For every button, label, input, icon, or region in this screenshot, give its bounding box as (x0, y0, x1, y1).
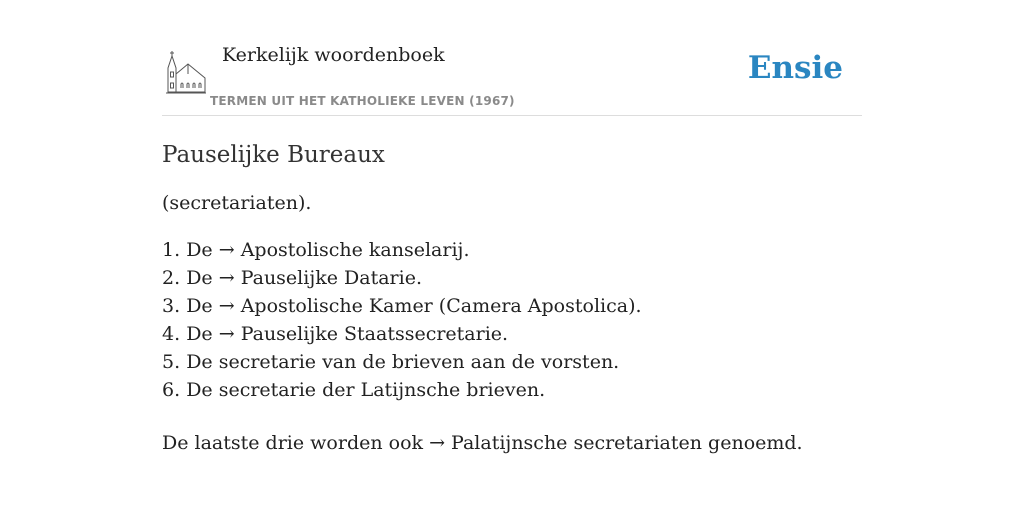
item-suffix: . (415, 267, 422, 289)
list-item (162, 264, 862, 292)
dictionary-title[interactable]: Kerkelijk woordenboek (222, 44, 445, 66)
arrow-icon: → (218, 323, 235, 345)
item-number: 2. (162, 267, 181, 289)
arrow-icon: → (218, 239, 235, 261)
list-item (162, 376, 862, 404)
link-apostolische-kamer[interactable]: Apostolische Kamer (240, 295, 433, 317)
ensie-logo-link[interactable]: Ensie (747, 50, 843, 86)
item-suffix: . (502, 323, 509, 345)
entry-note: (secretariaten). (162, 192, 312, 214)
item-prefix: De (186, 295, 213, 317)
list-item (162, 236, 862, 264)
church-icon[interactable] (165, 50, 207, 94)
item-text: De secretarie der Latijnsche brieven. (186, 379, 546, 401)
bureaux-list (162, 236, 862, 404)
page (162, 0, 862, 454)
item-number: 6. (162, 379, 181, 401)
link-pauselijke-staatssecretarie[interactable]: Pauselijke Staatssecretarie (240, 323, 503, 345)
list-item (162, 292, 862, 320)
link-apostolische-kanselarij[interactable]: Apostolische kanselarij (240, 239, 464, 261)
closing-before: De laatste drie worden ook (162, 432, 424, 454)
item-number: 1. (162, 239, 181, 261)
closing-after: genoemd. (708, 432, 803, 454)
item-number: 5. (162, 351, 181, 373)
list-item (162, 348, 862, 376)
entry-title: Pauselijke Bureaux (162, 142, 385, 168)
arrow-icon: → (429, 432, 445, 454)
link-pauselijke-datarie[interactable]: Pauselijke Datarie (240, 267, 416, 289)
closing-sentence (162, 432, 862, 454)
item-number: 3. (162, 295, 181, 317)
arrow-icon: → (218, 267, 235, 289)
item-prefix: De (186, 239, 213, 261)
item-suffix: . (463, 239, 470, 261)
dictionary-subtitle: TERMEN UIT HET KATHOLIEKE LEVEN (1967) (210, 94, 515, 108)
item-number: 4. (162, 323, 181, 345)
item-text: De secretarie van de brieven aan de vorsten. (186, 351, 620, 373)
list-item (162, 320, 862, 348)
item-prefix: De (186, 267, 213, 289)
item-prefix: De (186, 323, 213, 345)
link-palatijnsche-secretariaten[interactable]: Palatijnsche secretariaten (451, 432, 702, 454)
header (162, 0, 862, 116)
item-suffix: (Camera Apostolica). (432, 295, 642, 317)
arrow-icon: → (218, 295, 235, 317)
